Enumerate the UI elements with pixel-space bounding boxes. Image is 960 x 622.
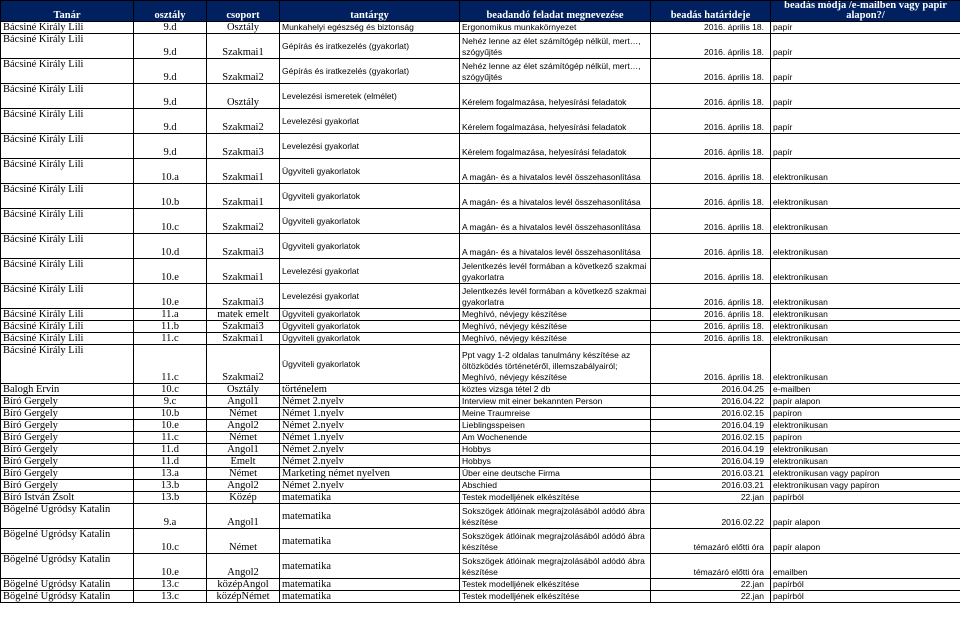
cell-subject: történelem (280, 384, 460, 396)
cell-subject: Német 2.nyelv (280, 396, 460, 408)
cell-submission-method: elektronikusan (771, 420, 960, 432)
table-row (1, 22, 960, 34)
cell-class: 10.c (134, 384, 207, 396)
header-submission-method: beadás módja /e-mailben vagy papír alapon?/ (771, 1, 960, 22)
table-row (1, 384, 960, 396)
cell-assignment: Lieblingsspeisen (460, 420, 651, 432)
cell-submission-method: elektronikusan (771, 321, 960, 333)
cell-assignment: Meghívó, névjegy készítése (460, 333, 651, 345)
table-row (1, 591, 960, 603)
cell-deadline: 2016.04.22 (651, 396, 771, 408)
cell-submission-method: elektronikusan (771, 259, 960, 284)
table-row (1, 420, 960, 432)
cell-group: Angol1 (207, 396, 280, 408)
cell-assignment: Testek modelljének elkészítése (460, 591, 651, 603)
cell-assignment: A magán- és a hivatalos levél összehasonlítása (460, 209, 651, 234)
cell-deadline: 2016. április 18. (651, 234, 771, 259)
cell-teacher: Bíró Gergely (1, 468, 134, 480)
cell-subject: Német 2.nyelv (280, 480, 460, 492)
table-row (1, 209, 960, 234)
cell-teacher: Bíró István Zsolt (1, 492, 134, 504)
cell-deadline: 22.jan (651, 579, 771, 591)
table-row (1, 504, 960, 529)
cell-submission-method: papírból (771, 591, 960, 603)
table-row (1, 396, 960, 408)
table-row (1, 59, 960, 84)
cell-submission-method: papír (771, 59, 960, 84)
cell-group: Osztály (207, 22, 280, 34)
cell-teacher: Bácsiné Király Lili (1, 34, 134, 59)
header-group: csoport (207, 1, 280, 22)
cell-deadline: témazáró előtti óra (651, 554, 771, 579)
cell-deadline: 2016.04.19 (651, 444, 771, 456)
header-teacher: Tanár (1, 1, 134, 22)
cell-assignment: Kérelem fogalmazása, helyesírási feladatok (460, 84, 651, 109)
cell-submission-method: papírból (771, 579, 960, 591)
cell-teacher: Bácsiné Király Lili (1, 333, 134, 345)
cell-assignment: Meghívó, névjegy készítése (460, 309, 651, 321)
cell-deadline: 2016. április 18. (651, 321, 771, 333)
table-row (1, 456, 960, 468)
cell-teacher: Bácsiné Király Lili (1, 84, 134, 109)
cell-class: 11.d (134, 456, 207, 468)
cell-subject: Levelezési gyakorlat (280, 259, 460, 284)
cell-assignment: Jelentkezés levél formában a következő szakmai gyakorlatra (460, 259, 651, 284)
cell-submission-method: papír (771, 22, 960, 34)
cell-teacher: Bíró Gergely (1, 444, 134, 456)
cell-teacher: Bácsiné Király Lili (1, 59, 134, 84)
cell-teacher: Bácsiné Király Lili (1, 309, 134, 321)
cell-assignment: Sokszögek átlóinak megrajzolásából adódó ábra készítése (460, 554, 651, 579)
header-subject: tantárgy (280, 1, 460, 22)
cell-class: 10.a (134, 159, 207, 184)
cell-class: 10.e (134, 259, 207, 284)
cell-assignment: Hobbys (460, 456, 651, 468)
cell-subject: Ügyviteli gyakorlatok (280, 159, 460, 184)
cell-class: 9.c (134, 396, 207, 408)
cell-submission-method: papír (771, 134, 960, 159)
cell-submission-method: e-mailben (771, 384, 960, 396)
cell-deadline: 2016.04.19 (651, 420, 771, 432)
cell-group: Német (207, 432, 280, 444)
cell-group: Szakmai2 (207, 209, 280, 234)
cell-assignment: A magán- és a hivatalos levél összehasonlítása (460, 234, 651, 259)
cell-assignment: A magán- és a hivatalos levél összehasonlítása (460, 159, 651, 184)
cell-submission-method: elektronikusan (771, 234, 960, 259)
cell-submission-method: papír alapon (771, 396, 960, 408)
cell-group: Szakmai2 (207, 59, 280, 84)
cell-group: Osztály (207, 84, 280, 109)
cell-subject: matematika (280, 554, 460, 579)
cell-class: 9.d (134, 84, 207, 109)
cell-class: 11.d (134, 444, 207, 456)
cell-subject: Ügyviteli gyakorlatok (280, 333, 460, 345)
cell-class: 10.e (134, 420, 207, 432)
cell-teacher: Bögelné Ugródsy Katalin (1, 579, 134, 591)
cell-submission-method: papíron (771, 408, 960, 420)
cell-group: Osztály (207, 384, 280, 396)
cell-class: 9.d (134, 34, 207, 59)
cell-teacher: Bögelné Ugródsy Katalin (1, 554, 134, 579)
table-row (1, 529, 960, 554)
cell-submission-method: papír (771, 109, 960, 134)
table-row (1, 259, 960, 284)
cell-group: Angol2 (207, 420, 280, 432)
cell-subject: Levelezési ismeretek (elmélet) (280, 84, 460, 109)
cell-deadline: 2016. április 18. (651, 309, 771, 321)
cell-deadline: 2016. április 18. (651, 345, 771, 384)
cell-submission-method: papíron (771, 432, 960, 444)
cell-subject: Német 2.nyelv (280, 456, 460, 468)
cell-assignment: Interview mit einer bekannten Person (460, 396, 651, 408)
cell-assignment: Ergonomikus munkakörnyezet (460, 22, 651, 34)
cell-group: Angol1 (207, 504, 280, 529)
cell-class: 10.b (134, 408, 207, 420)
cell-group: Angol1 (207, 444, 280, 456)
header-assignment: beadandó feladat megnevezése (460, 1, 651, 22)
cell-teacher: Bíró Gergely (1, 396, 134, 408)
cell-class: 9.d (134, 109, 207, 134)
cell-group: Szakmai1 (207, 159, 280, 184)
cell-deadline: 22.jan (651, 591, 771, 603)
header-class: osztály (134, 1, 207, 22)
cell-group: Szakmai3 (207, 234, 280, 259)
table-row (1, 554, 960, 579)
cell-submission-method: elektronikusan vagy papíron (771, 480, 960, 492)
cell-class: 10.c (134, 209, 207, 234)
cell-group: Szakmai2 (207, 345, 280, 384)
cell-teacher: Bácsiné Király Lili (1, 109, 134, 134)
cell-assignment: Nehéz lenne az élet számítógép nélkül, mert…, szógyűjtés (460, 59, 651, 84)
cell-assignment: Kérelem fogalmazása, helyesírási feladatok (460, 134, 651, 159)
table-row (1, 468, 960, 480)
cell-deadline: 2016.02.15 (651, 408, 771, 420)
table-row (1, 444, 960, 456)
cell-group: Angol2 (207, 480, 280, 492)
cell-subject: Levelezési gyakorlat (280, 134, 460, 159)
table-row (1, 345, 960, 384)
cell-subject: Ügyviteli gyakorlatok (280, 234, 460, 259)
cell-deadline: témazáró előtti óra (651, 529, 771, 554)
cell-assignment: Hobbys (460, 444, 651, 456)
table-row (1, 408, 960, 420)
cell-group: Német (207, 408, 280, 420)
cell-deadline: 2016.02.15 (651, 432, 771, 444)
cell-subject: Német 1.nyelv (280, 432, 460, 444)
cell-subject: Német 1.nyelv (280, 408, 460, 420)
cell-deadline: 22.jan (651, 492, 771, 504)
cell-subject: Ügyviteli gyakorlatok (280, 184, 460, 209)
cell-teacher: Bácsiné Király Lili (1, 184, 134, 209)
cell-group: Német (207, 529, 280, 554)
table-row (1, 321, 960, 333)
cell-class: 10.c (134, 529, 207, 554)
cell-deadline: 2016. április 18. (651, 209, 771, 234)
cell-deadline: 2016. április 18. (651, 109, 771, 134)
cell-class: 10.d (134, 234, 207, 259)
cell-subject: matematika (280, 591, 460, 603)
table-row (1, 109, 960, 134)
cell-subject: Levelezési gyakorlat (280, 109, 460, 134)
cell-teacher: Bögelné Ugródsy Katalin (1, 529, 134, 554)
cell-deadline: 2016. április 18. (651, 184, 771, 209)
cell-group: Szakmai2 (207, 109, 280, 134)
cell-assignment: Jelentkezés levél formában a következő szakmai gyakorlatra (460, 284, 651, 309)
cell-class: 13.b (134, 492, 207, 504)
cell-assignment: Sokszögek átlóinak megrajzolásából adódó ábra készítése (460, 504, 651, 529)
cell-group: Angol2 (207, 554, 280, 579)
cell-teacher: Bíró Gergely (1, 456, 134, 468)
cell-submission-method: elektronikusan (771, 159, 960, 184)
table-row (1, 134, 960, 159)
cell-teacher: Bíró Gergely (1, 480, 134, 492)
cell-group: Szakmai1 (207, 333, 280, 345)
cell-assignment: Meghívó, névjegy készítése (460, 321, 651, 333)
cell-teacher: Bácsiné Király Lili (1, 345, 134, 384)
cell-subject: Marketing német nyelven (280, 468, 460, 480)
cell-submission-method: elektronikusan (771, 309, 960, 321)
cell-assignment: Meine Traumreise (460, 408, 651, 420)
cell-subject: Német 2.nyelv (280, 444, 460, 456)
cell-group: matek emelt (207, 309, 280, 321)
cell-deadline: 2016. április 18. (651, 159, 771, 184)
cell-group: Közép (207, 492, 280, 504)
cell-deadline: 2016. április 18. (651, 59, 771, 84)
cell-group: Szakmai1 (207, 259, 280, 284)
cell-assignment: Ppt vagy 1-2 oldalas tanulmány készítése az öltözködés történetéről, illemszabályairól; Meghívó, névjegy készítése (460, 345, 651, 384)
cell-deadline: 2016. április 18. (651, 134, 771, 159)
cell-teacher: Bögelné Ugródsy Katalin (1, 504, 134, 529)
cell-teacher: Balogh Ervin (1, 384, 134, 396)
cell-deadline: 2016. április 18. (651, 84, 771, 109)
cell-teacher: Bácsiné Király Lili (1, 22, 134, 34)
cell-subject: matematika (280, 504, 460, 529)
cell-submission-method: emailben (771, 554, 960, 579)
cell-class: 10.e (134, 284, 207, 309)
cell-assignment: Über eine deutsche Firma (460, 468, 651, 480)
cell-class: 11.c (134, 432, 207, 444)
header-deadline: beadás határideje (651, 1, 771, 22)
cell-group: középAngol (207, 579, 280, 591)
cell-submission-method: elektronikusan (771, 184, 960, 209)
cell-class: 11.c (134, 345, 207, 384)
cell-subject: Levelezési gyakorlat (280, 284, 460, 309)
cell-deadline: 2016.04.19 (651, 456, 771, 468)
cell-subject: matematika (280, 529, 460, 554)
cell-assignment: A magán- és a hivatalos levél összehasonlítása (460, 184, 651, 209)
cell-class: 9.a (134, 504, 207, 529)
table-row (1, 333, 960, 345)
cell-class: 9.d (134, 59, 207, 84)
cell-group: Emelt (207, 456, 280, 468)
cell-assignment: Sokszögek átlóinak megrajzolásából adódó ábra készítése (460, 529, 651, 554)
cell-deadline: 2016.02.22 (651, 504, 771, 529)
cell-class: 11.a (134, 309, 207, 321)
cell-submission-method: elektronikusan (771, 284, 960, 309)
cell-group: középNémet (207, 591, 280, 603)
cell-class: 11.c (134, 333, 207, 345)
cell-group: Szakmai3 (207, 134, 280, 159)
cell-group: Szakmai3 (207, 284, 280, 309)
cell-class: 13.c (134, 591, 207, 603)
cell-class: 11.b (134, 321, 207, 333)
cell-submission-method: papír (771, 84, 960, 109)
cell-deadline: 2016.03.21 (651, 468, 771, 480)
cell-submission-method: elektronikusan (771, 444, 960, 456)
cell-teacher: Bácsiné Király Lili (1, 234, 134, 259)
cell-assignment: Testek modelljének elkészítése (460, 579, 651, 591)
table-row (1, 84, 960, 109)
cell-teacher: Bácsiné Király Lili (1, 134, 134, 159)
table-row (1, 480, 960, 492)
cell-subject: Munkahelyi egészség és biztonság (280, 22, 460, 34)
cell-teacher: Bácsiné Király Lili (1, 321, 134, 333)
cell-class: 13.a (134, 468, 207, 480)
cell-submission-method: elektronikusan vagy papíron (771, 468, 960, 480)
cell-subject: matematika (280, 492, 460, 504)
cell-group: Német (207, 468, 280, 480)
cell-assignment: Nehéz lenne az élet számítógép nélkül, mert…, szógyűjtés (460, 34, 651, 59)
cell-teacher: Bíró Gergely (1, 420, 134, 432)
cell-class: 10.b (134, 184, 207, 209)
cell-subject: Ügyviteli gyakorlatok (280, 345, 460, 384)
table-row (1, 159, 960, 184)
cell-subject: Ügyviteli gyakorlatok (280, 209, 460, 234)
cell-submission-method: papír (771, 34, 960, 59)
cell-teacher: Bácsiné Király Lili (1, 259, 134, 284)
cell-teacher: Bácsiné Király Lili (1, 284, 134, 309)
cell-deadline: 2016.04.25 (651, 384, 771, 396)
cell-deadline: 2016. április 18. (651, 333, 771, 345)
cell-deadline: 2016. április 18. (651, 22, 771, 34)
cell-submission-method: elektronikusan (771, 333, 960, 345)
table-row (1, 184, 960, 209)
table-row (1, 579, 960, 591)
cell-submission-method: elektronikusan (771, 209, 960, 234)
cell-submission-method: elektronikusan (771, 345, 960, 384)
cell-class: 9.d (134, 134, 207, 159)
cell-group: Szakmai1 (207, 184, 280, 209)
cell-subject: Ügyviteli gyakorlatok (280, 321, 460, 333)
cell-subject: Ügyviteli gyakorlatok (280, 309, 460, 321)
cell-group: Szakmai1 (207, 34, 280, 59)
cell-subject: Német 2.nyelv (280, 420, 460, 432)
cell-class: 9.d (134, 22, 207, 34)
cell-subject: Gépírás és iratkezelés (gyakorlat) (280, 34, 460, 59)
cell-teacher: Bíró Gergely (1, 432, 134, 444)
cell-teacher: Bácsiné Király Lili (1, 159, 134, 184)
cell-deadline: 2016. április 18. (651, 34, 771, 59)
cell-assignment: köztes vizsga tétel 2 db (460, 384, 651, 396)
cell-class: 10.e (134, 554, 207, 579)
cell-assignment: Kérelem fogalmazása, helyesírási feladatok (460, 109, 651, 134)
cell-teacher: Bíró Gergely (1, 408, 134, 420)
cell-subject: matematika (280, 579, 460, 591)
cell-class: 13.c (134, 579, 207, 591)
cell-subject: Gépírás és iratkezelés (gyakorlat) (280, 59, 460, 84)
cell-submission-method: papír alapon (771, 529, 960, 554)
table-row (1, 492, 960, 504)
cell-assignment: Am Wochenende (460, 432, 651, 444)
cell-teacher: Bácsiné Király Lili (1, 209, 134, 234)
cell-teacher: Bögelné Ugródsy Katalin (1, 591, 134, 603)
table-row (1, 34, 960, 59)
cell-group: Szakmai3 (207, 321, 280, 333)
cell-assignment: Testek modelljének elkészítése (460, 492, 651, 504)
cell-assignment: Abschied (460, 480, 651, 492)
cell-deadline: 2016. április 18. (651, 284, 771, 309)
cell-submission-method: papír alapon (771, 504, 960, 529)
table-row (1, 284, 960, 309)
cell-deadline: 2016. április 18. (651, 259, 771, 284)
cell-submission-method: elektronikusan (771, 456, 960, 468)
table-row (1, 309, 960, 321)
header-row (1, 1, 960, 22)
cell-class: 13.b (134, 480, 207, 492)
cell-deadline: 2016.03.21 (651, 480, 771, 492)
table-row (1, 432, 960, 444)
cell-submission-method: papírból (771, 492, 960, 504)
table-row (1, 234, 960, 259)
